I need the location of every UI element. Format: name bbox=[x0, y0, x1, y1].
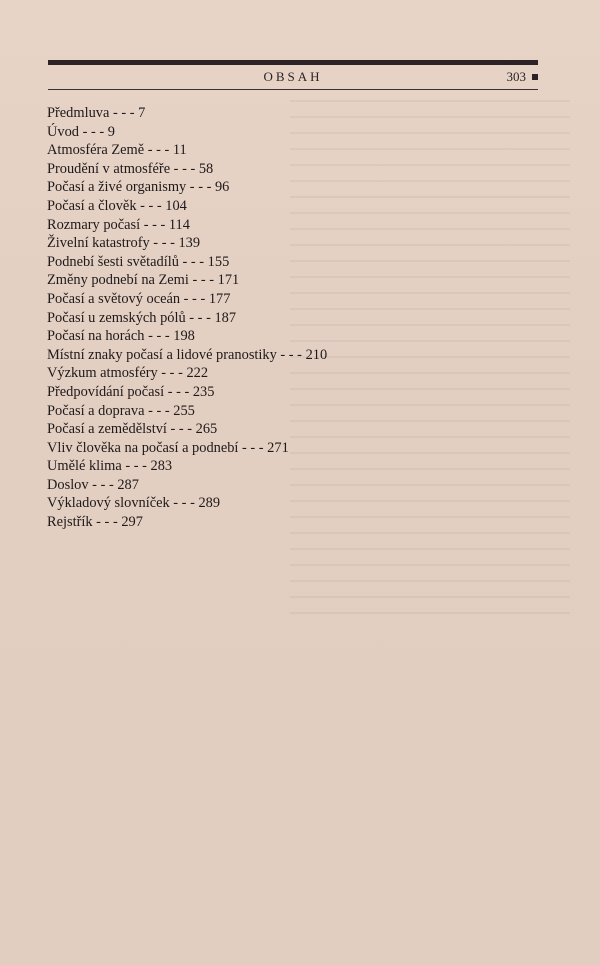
toc-entry: Vliv člověka na počasí a podnebí - - - 271 bbox=[47, 439, 289, 456]
toc-entry: Místní znaky počasí a lidové pranostiky - - - 210 bbox=[47, 346, 328, 363]
toc-entry: Počasí a živé organismy - - - 96 bbox=[47, 179, 230, 196]
toc-entry: Výzkum atmosféry - - - 222 bbox=[47, 365, 209, 382]
show-through-text bbox=[290, 100, 570, 620]
header-top-rule bbox=[48, 60, 538, 65]
toc-entry: Umělé klima - - - 283 bbox=[47, 458, 173, 475]
toc-entry: Předpovídání počasí - - - 235 bbox=[47, 383, 215, 400]
toc-entry: Proudění v atmosféře - - - 58 bbox=[47, 160, 214, 177]
running-header bbox=[48, 66, 538, 88]
toc-entry: Počasí a člověk - - - 104 bbox=[47, 197, 187, 214]
toc-entry: Počasí a zemědělství - - - 265 bbox=[47, 421, 218, 438]
toc-entry: Úvod - - - 9 bbox=[47, 123, 115, 140]
page-title: OBSAH bbox=[263, 69, 323, 84]
toc-entry: Podnebí šesti světadílů - - - 155 bbox=[47, 253, 230, 270]
page-number: 303 bbox=[506, 69, 526, 84]
toc-entry: Živelní katastrofy - - - 139 bbox=[47, 235, 201, 252]
toc-entry: Předmluva - - - 7 bbox=[47, 105, 146, 121]
table-of-contents bbox=[47, 104, 327, 532]
toc-entry: Atmosféra Země - - - 11 bbox=[47, 142, 187, 159]
toc-entry: Počasí a světový oceán - - - 177 bbox=[47, 290, 231, 307]
page-number-group bbox=[507, 69, 539, 85]
toc-entry: Počasí u zemských pólů - - - 187 bbox=[47, 309, 237, 326]
toc-entry: Počasí a doprava - - - 255 bbox=[47, 402, 195, 419]
toc-entry: Počasí na horách - - - 198 bbox=[47, 328, 195, 345]
toc-entry: Změny podnebí na Zemi - - - 171 bbox=[47, 272, 240, 289]
square-icon bbox=[532, 74, 538, 80]
toc-entry: Rozmary počasí - - - 114 bbox=[47, 216, 190, 233]
toc-entry: Výkladový slovníček - - - 289 bbox=[47, 495, 221, 512]
toc-entry: Doslov - - - 287 bbox=[47, 476, 139, 493]
header-bottom-rule bbox=[48, 89, 538, 90]
toc-entry: Rejstřík - - - 297 bbox=[47, 514, 143, 531]
